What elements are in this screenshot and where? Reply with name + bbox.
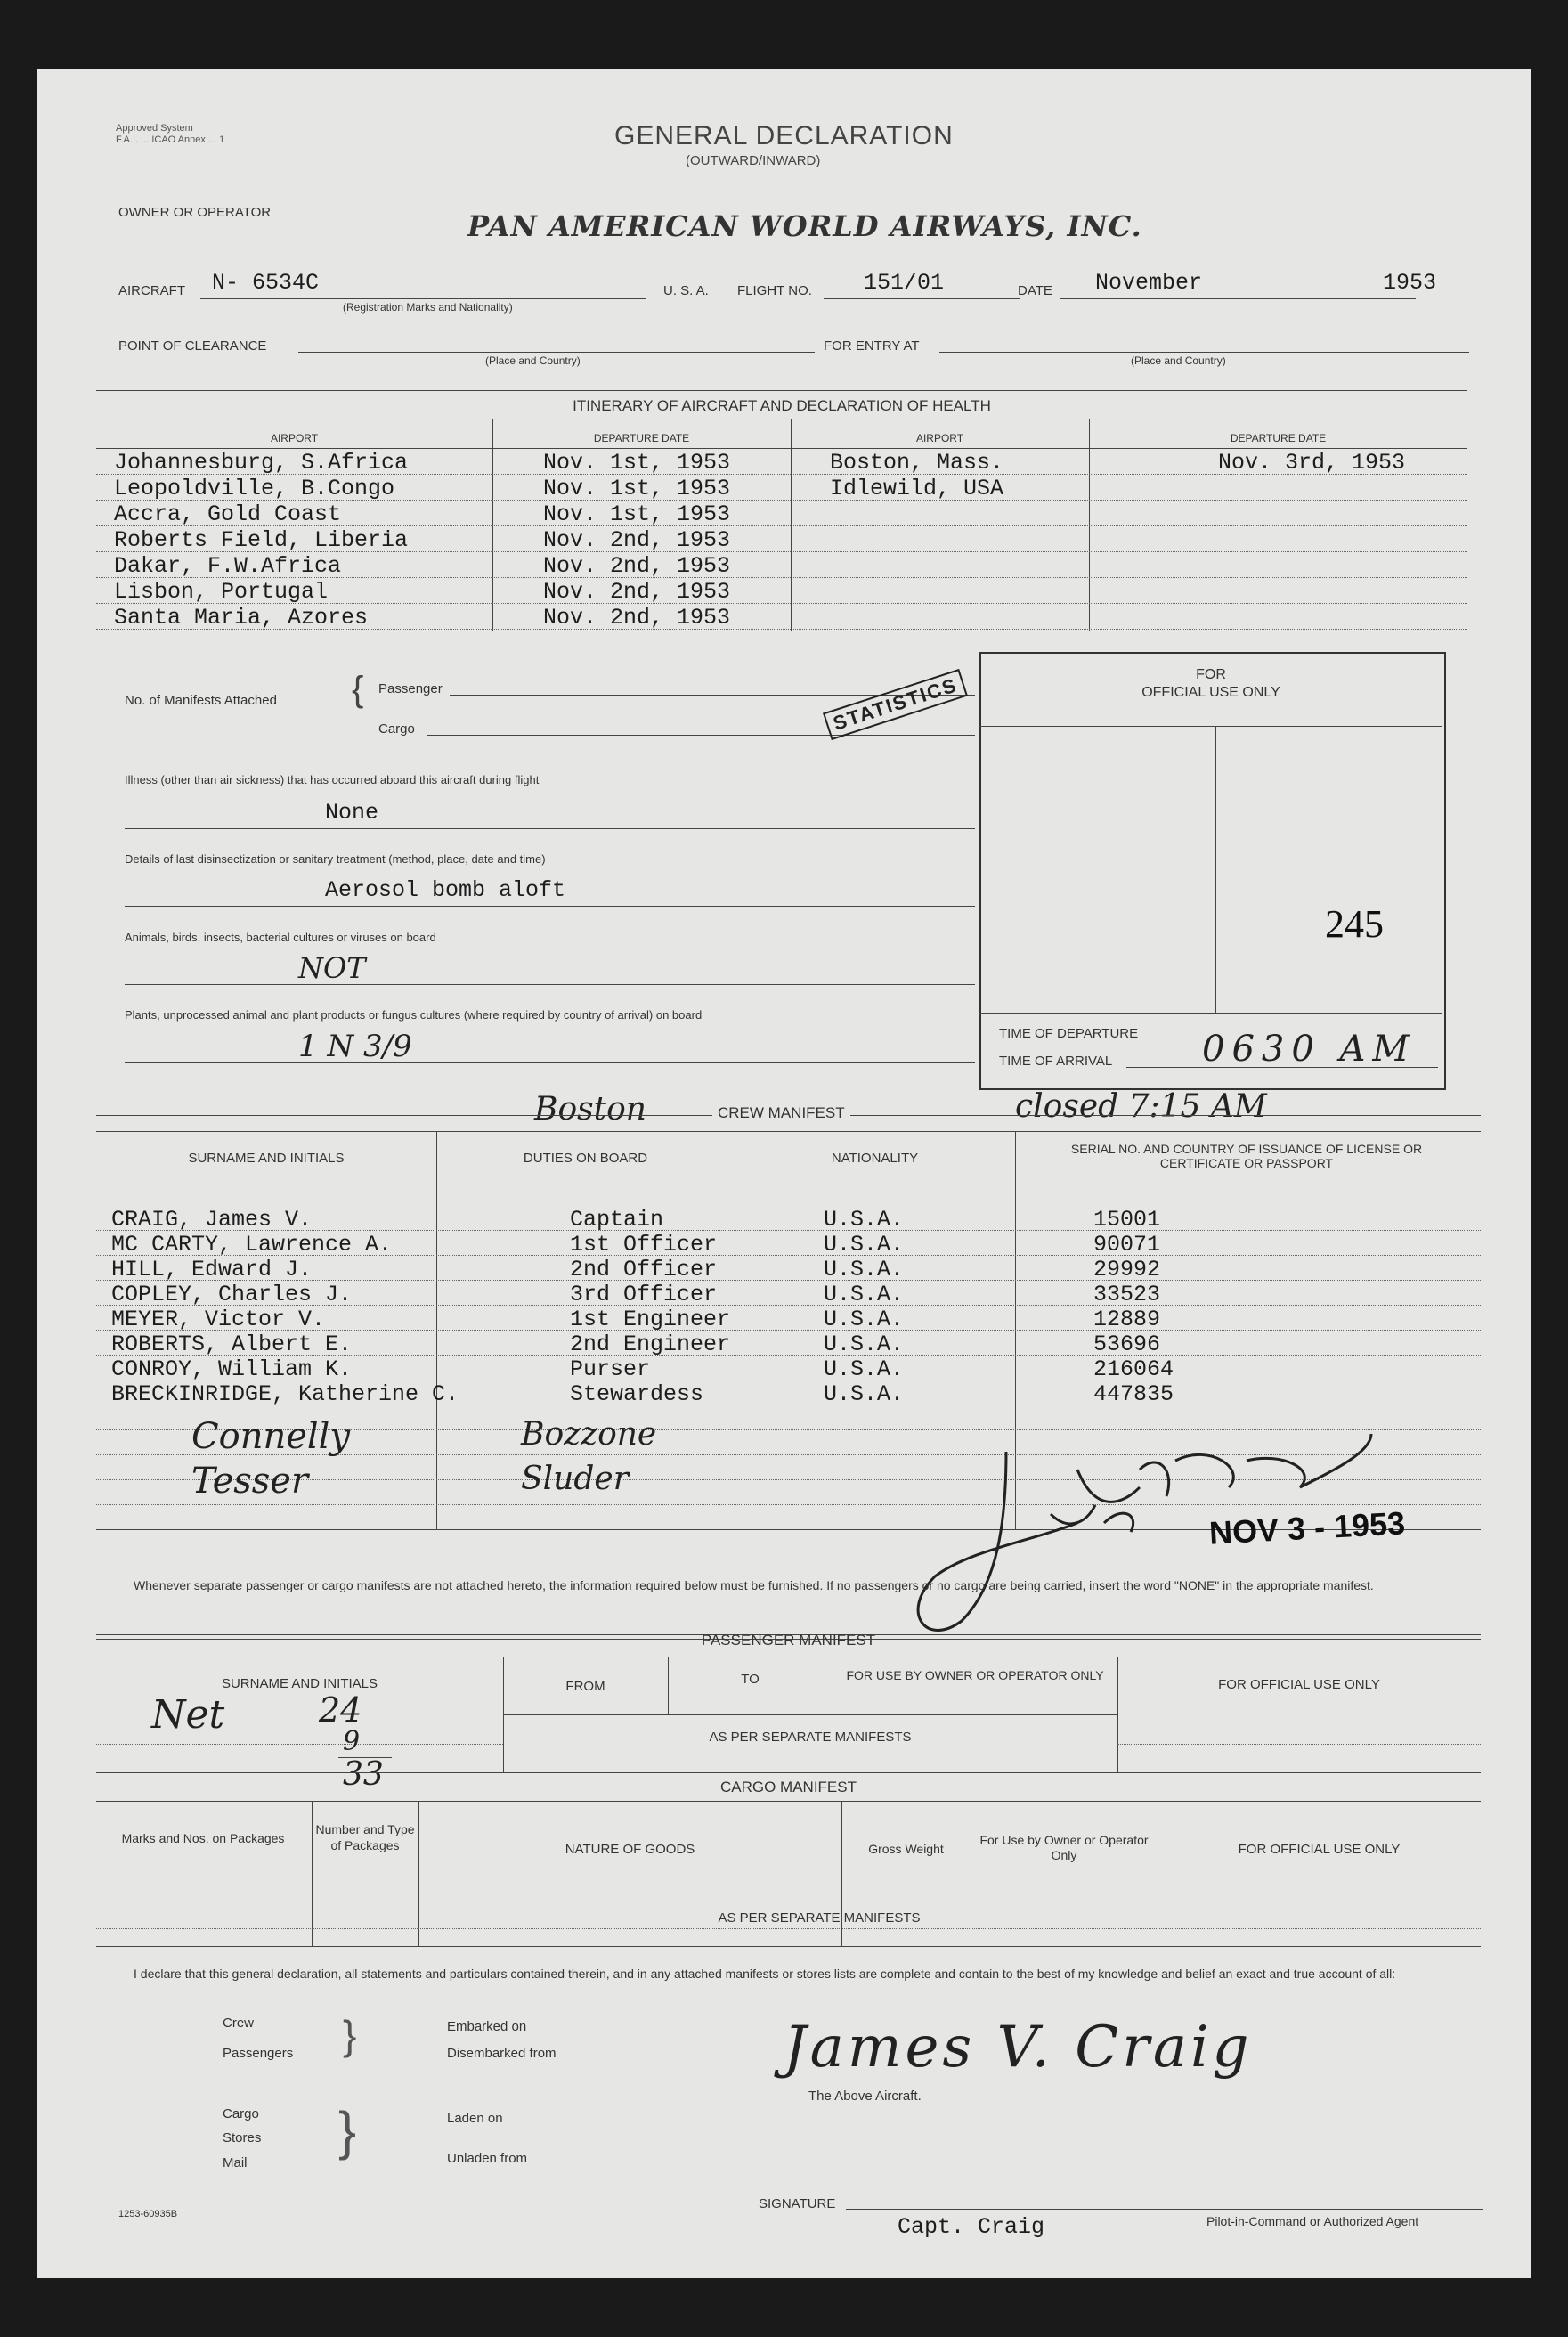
crew-duty: 1st Officer [570,1232,718,1258]
year-value: 1953 [1383,270,1437,296]
itin-airport: Santa Maria, Azores [114,605,369,631]
crew-duty: 2nd Officer [570,1257,718,1282]
decl-disembarked: Disembarked from [447,2046,557,2061]
itin-col-airport: AIRPORT [270,432,319,444]
itin-departure: Nov. 2nd, 1953 [543,579,731,605]
crew-serial: 216064 [1093,1356,1174,1382]
decl-above-aircraft: The Above Aircraft. [808,2089,922,2104]
crew-nationality: U.S.A. [824,1381,905,1407]
pass-col-to: TO [741,1672,760,1687]
crew-duty: 3rd Officer [570,1282,718,1307]
crew-serial: 53696 [1093,1331,1161,1357]
cargo-label: Cargo [378,721,415,737]
date-value: November [1095,270,1203,296]
decl-stores: Stores [223,2130,262,2146]
clearance-label: POINT OF CLEARANCE [118,338,267,354]
itin-departure: Nov. 1st, 1953 [543,501,731,527]
crew-date-stamp: NOV 3 - 1953 [1208,1504,1407,1551]
date-label: DATE [1018,283,1052,298]
statistics-stamp: STATISTICS [823,669,968,740]
crew-duty: Purser [570,1356,651,1382]
arrival-time-label: TIME OF ARRIVAL [999,1054,1113,1069]
crew-hand-left: Boston [534,1091,646,1128]
itin-airport: Lisbon, Portugal [114,579,329,605]
crew-nationality: U.S.A. [824,1307,905,1332]
passenger-title: PASSENGER MANIFEST [701,1632,876,1649]
entry-note: (Place and Country) [1131,354,1226,367]
pass-col-from: FROM [565,1679,605,1694]
crew-col-surname: SURNAME AND INITIALS [188,1151,345,1166]
crew-hand-duty: Bozzone [521,1416,657,1453]
crew-name: MC CARTY, Lawrence A. [111,1232,393,1258]
illness-label: Illness (other than air sickness) that has occurred aboard this aircraft during flight [125,773,540,786]
pass-col-surname: SURNAME AND INITIALS [221,1676,378,1691]
crew-nationality: U.S.A. [824,1207,905,1233]
crew-signature-scribble [873,1416,1442,1657]
itin-airport-right: Idlewild, USA [830,476,1004,501]
animals-label: Animals, birds, insects, bacterial cultures or viruses on board [125,931,436,944]
itin-col-departure-2: DEPARTURE DATE [1230,432,1327,444]
entry-label: FOR ENTRY AT [824,338,920,354]
crew-name: CONROY, William K. [111,1356,353,1382]
cargo-title: CARGO MANIFEST [719,1779,857,1796]
flight-value: 151/01 [864,270,945,296]
cargo-separate: AS PER SEPARATE MANIFESTS [718,1910,921,1926]
crew-col-duties: DUTIES ON BOARD [523,1151,648,1166]
crew-duty: Stewardess [570,1381,704,1407]
itinerary-title: ITINERARY OF AIRCRAFT AND DECLARATION OF HEALTH [573,397,991,414]
crew-name: BRECKINRIDGE, Katherine C. [111,1381,459,1407]
itin-airport: Roberts Field, Liberia [114,527,409,553]
arrival-time-value: 0630 AM [1202,1029,1417,1070]
illness-value: None [325,800,379,826]
crew-nationality: U.S.A. [824,1356,905,1382]
pass-hand-label: Net [151,1692,225,1738]
crew-duty: 1st Engineer [570,1307,731,1332]
decl-passengers: Passengers [223,2046,294,2061]
cargo-col-official: FOR OFFICIAL USE ONLY [1238,1842,1401,1857]
passenger-label: Passenger [378,681,443,696]
itin-airport: Accra, Gold Coast [114,501,342,527]
usa-label: U. S. A. [663,283,709,298]
form-code: 1253-60935B [118,2209,178,2219]
aircraft-label: AIRCRAFT [118,283,185,298]
itin-airport-right: Boston, Mass. [830,450,1004,476]
crew-serial: 15001 [1093,1207,1161,1233]
crew-hand-right: closed 7:15 AM [1015,1088,1267,1125]
departure-time-label: TIME OF DEPARTURE [999,1026,1139,1041]
decl-embarked: Embarked on [447,2019,527,2034]
decl-laden: Laden on [447,2111,503,2126]
pass-hand-num-1: 24 [319,1690,362,1730]
crew-title: CREW MANIFEST [712,1104,850,1122]
cargo-col-owner: For Use by Owner or Operator Only [979,1833,1149,1862]
flight-label: FLIGHT NO. [737,283,812,298]
crew-name: COPLEY, Charles J. [111,1282,353,1307]
clearance-note: (Place and Country) [485,354,581,367]
cargo-col-weight: Gross Weight [868,1842,944,1856]
crew-name: MEYER, Victor V. [111,1307,326,1332]
decl-cargo: Cargo [223,2106,259,2121]
approved-note: Approved System F.A.I. ... ICAO Annex ... 1 [116,123,225,145]
manifests-label: No. of Manifests Attached [125,693,277,708]
itin-col-airport-2: AIRPORT [915,432,964,444]
plants-label: Plants, unprocessed animal and plant products or fungus cultures (where required by country of arrival) on board [125,1008,703,1022]
decl-crew: Crew [223,2015,255,2031]
owner-label: OWNER OR OPERATOR [118,205,272,220]
pass-separate: AS PER SEPARATE MANIFESTS [709,1730,912,1745]
aircraft-note: (Registration Marks and Nationality) [343,301,513,314]
itin-departure: Nov. 2nd, 1953 [543,605,731,631]
crew-hand-duty: Sluder [521,1461,629,1497]
itin-airport: Leopoldville, B.Congo [114,476,395,501]
pass-hand-num-2: 9 [343,1726,361,1757]
decl-unladen: Unladen from [447,2151,528,2166]
itin-departure-right: Nov. 3rd, 1953 [1218,450,1406,476]
crew-duty: Captain [570,1207,664,1233]
instruction-note: Whenever separate passenger or cargo manifests are not attached hereto, the information required below must be furnished. If no passengers or no cargo are being carried, insert the word "NONE" in the appropriate manifest. [134,1578,1374,1592]
cargo-col-nature: NATURE OF GOODS [565,1842,695,1857]
itin-airport: Johannesburg, S.Africa [114,450,409,476]
crew-nationality: U.S.A. [824,1282,905,1307]
crew-duty: 2nd Engineer [570,1331,731,1357]
itin-col-departure: DEPARTURE DATE [593,432,690,444]
form-title: GENERAL DECLARATION [614,121,954,151]
captain-signature: James V. Craig [784,2015,1253,2080]
crew-serial: 33523 [1093,1282,1161,1307]
owner-value: PAN AMERICAN WORLD AIRWAYS, INC. [467,209,1142,243]
plants-value: 1 N 3/9 [298,1029,412,1064]
crew-hand-name: Tesser [191,1461,309,1502]
crew-name: ROBERTS, Albert E. [111,1331,353,1357]
official-use-box [979,652,1446,1090]
crew-serial: 12889 [1093,1307,1161,1332]
disinsect-label: Details of last disinsectization or sanitary treatment (method, place, date and time) [125,852,546,866]
signature-label: SIGNATURE [759,2196,836,2211]
crew-col-nationality: NATIONALITY [831,1151,919,1166]
pass-hand-num-3: 33 [343,1756,384,1793]
form-subtitle: (OUTWARD/INWARD) [686,153,821,168]
itin-departure: Nov. 2nd, 1953 [543,553,731,579]
crew-name: CRAIG, James V. [111,1207,313,1233]
itin-departure: Nov. 2nd, 1953 [543,527,731,553]
aircraft-value: N- 6534C [212,270,320,296]
crew-nationality: U.S.A. [824,1331,905,1357]
official-title: FOR OFFICIAL USE ONLY [1141,667,1280,700]
itin-departure: Nov. 1st, 1953 [543,476,731,501]
pass-col-owner: FOR USE BY OWNER OR OPERATOR ONLY [846,1668,1104,1682]
cargo-col-number: Number and Type of Packages [315,1822,415,1852]
itin-departure: Nov. 1st, 1953 [543,450,731,476]
crew-serial: 90071 [1093,1232,1161,1258]
decl-mail: Mail [223,2155,248,2170]
crew-nationality: U.S.A. [824,1257,905,1282]
animals-value: NOT [298,951,366,985]
crew-nationality: U.S.A. [824,1232,905,1258]
pass-col-official: FOR OFFICIAL USE ONLY [1218,1677,1380,1692]
disinsect-value: Aerosol bomb aloft [325,877,566,903]
crew-hand-name: Connelly [191,1416,351,1457]
pilot-label: Pilot-in-Command or Authorized Agent [1206,2214,1419,2228]
crew-serial: 447835 [1093,1381,1174,1407]
cargo-col-marks: Marks and Nos. on Packages [121,1831,285,1845]
itin-airport: Dakar, F.W.Africa [114,553,342,579]
crew-serial: 29992 [1093,1257,1161,1282]
crew-col-serial: SERIAL NO. AND COUNTRY OF ISSUANCE OF LICENSE OR CERTIFICATE OR PASSPORT [1070,1142,1423,1170]
crew-name: HILL, Edward J. [111,1257,313,1282]
signer-name: Capt. Craig [898,2214,1045,2240]
declaration-text: I declare that this general declaration, all statements and particulars contained therein, and in any attached manifests or stores lists are complete and contain to the best of my knowledge and belief an exact and true account of all: [134,1966,1396,1981]
official-number: 245 [1325,902,1384,946]
